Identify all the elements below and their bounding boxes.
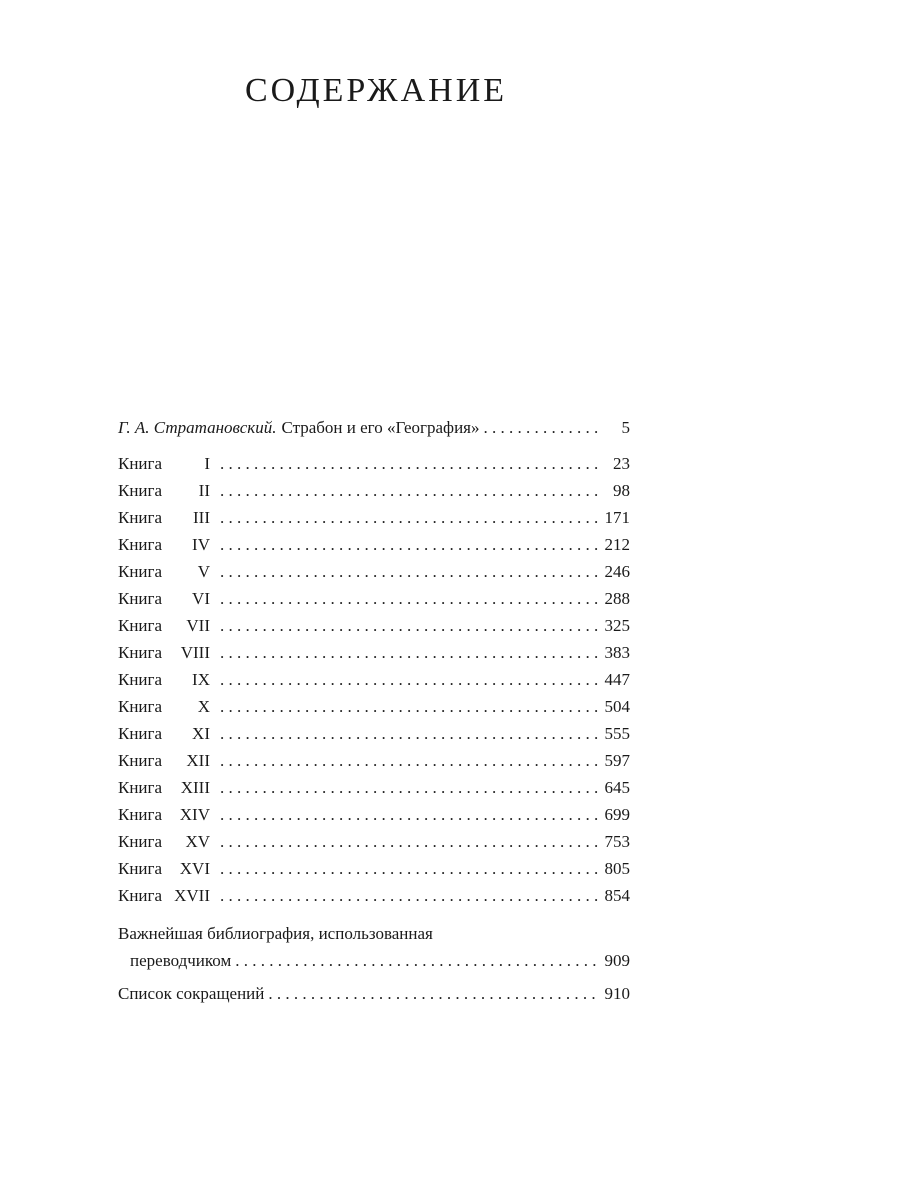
book-label: Книга [118,562,163,581]
toc-entry-book[interactable] [118,828,630,855]
page-title: СОДЕРЖАНИЕ [244,72,508,109]
dot-leader [220,504,600,531]
toc-entry-page: 645 [604,778,630,797]
toc-entry-book[interactable] [118,504,630,531]
book-number: I [204,454,210,473]
dot-leader [220,720,600,747]
toc-entry-page: 23 [613,454,630,473]
toc-entry-book[interactable] [118,855,630,882]
book-number: XI [192,724,210,743]
book-number: XII [186,751,210,770]
table-of-contents [118,414,630,1007]
dot-leader [220,531,600,558]
book-label: Книга [118,886,163,905]
book-number: XVI [179,859,210,878]
dot-leader [220,747,600,774]
book-number: IX [192,670,210,689]
toc-entry-page: 805 [604,859,630,878]
book-label: Книга [118,859,163,878]
dot-leader [220,855,600,882]
book-number: VIII [180,643,210,662]
toc-entry-page: 171 [604,508,630,527]
book-label: Книга [118,751,163,770]
toc-entry-title: Важнейшая библиография, использованная [118,924,433,943]
toc-entry-book[interactable] [118,531,630,558]
dot-leader [220,558,600,585]
book-label: Книга [118,481,163,500]
dot-leader [235,947,600,974]
toc-entry-book[interactable] [118,666,630,693]
dot-leader [220,801,600,828]
toc-entry-page: 909 [604,951,630,970]
book-number: VII [186,616,210,635]
book-label: Книга [118,724,163,743]
toc-entry-book[interactable] [118,639,630,666]
book-label: Книга [118,454,163,473]
toc-entry-abbreviations[interactable] [118,980,630,1007]
book-label: Книга [118,616,163,635]
dot-leader [220,450,600,477]
toc-entry-title-cont: переводчиком [130,951,232,970]
book-list [118,450,630,909]
toc-entry-page: 910 [604,984,630,1003]
dot-leader [220,477,600,504]
book-label: Книга [118,670,163,689]
book-number: IV [192,535,210,554]
dot-leader [268,980,600,1007]
toc-entry-book[interactable] [118,747,630,774]
book-label: Книга [118,508,163,527]
toc-entry-bibliography[interactable] [118,921,630,974]
book-label: Книга [118,643,163,662]
toc-entry-title: Страбон и его «География» [281,418,480,437]
dot-leader [483,414,600,441]
toc-entry-book[interactable] [118,558,630,585]
book-number: X [197,697,210,716]
dot-leader [220,774,600,801]
toc-entry-book[interactable] [118,612,630,639]
toc-entry-book[interactable] [118,450,630,477]
dot-leader [220,882,600,909]
toc-entry-page: 753 [604,832,630,851]
book-number: II [198,481,210,500]
toc-entry-title: Список сокращений [118,984,265,1003]
toc-entry-page: 854 [604,886,630,905]
book-number: XVII [174,886,210,905]
dot-leader [220,639,600,666]
book-label: Книга [118,778,163,797]
toc-entry-page: 325 [604,616,630,635]
spacer [118,909,630,921]
book-number: VI [192,589,210,608]
book-number: III [193,508,210,527]
toc-entry-page: 288 [604,589,630,608]
book-label: Книга [118,832,163,851]
toc-entry-book[interactable] [118,801,630,828]
toc-entry-page: 555 [604,724,630,743]
toc-entry-book[interactable] [118,477,630,504]
book-label: Книга [118,697,163,716]
book-number: V [197,562,210,581]
dot-leader [220,666,600,693]
dot-leader [220,585,600,612]
toc-entry-page: 98 [613,481,630,500]
book-label: Книга [118,535,163,554]
toc-entry-book[interactable] [118,693,630,720]
book-number: XIII [180,778,210,797]
toc-entry-book[interactable] [118,774,630,801]
book-number: XV [185,832,210,851]
book-label: Книга [118,805,163,824]
toc-entry-page: 212 [604,535,630,554]
toc-entry-page: 383 [604,643,630,662]
book-number: XIV [179,805,210,824]
dot-leader [220,828,600,855]
toc-entry-intro[interactable] [118,414,630,446]
toc-entry-book[interactable] [118,882,630,909]
toc-entry-author: Г. А. Стратановский. [118,418,277,437]
toc-entry-page: 246 [604,562,630,581]
toc-entry-book[interactable] [118,720,630,747]
toc-entry-book[interactable] [118,585,630,612]
dot-leader [220,612,600,639]
toc-entry-page: 5 [621,418,630,437]
toc-entry-page: 447 [604,670,630,689]
toc-entry-page: 699 [604,805,630,824]
dot-leader [220,693,600,720]
toc-entry-page: 504 [604,697,630,716]
toc-entry-page: 597 [604,751,630,770]
book-label: Книга [118,589,163,608]
